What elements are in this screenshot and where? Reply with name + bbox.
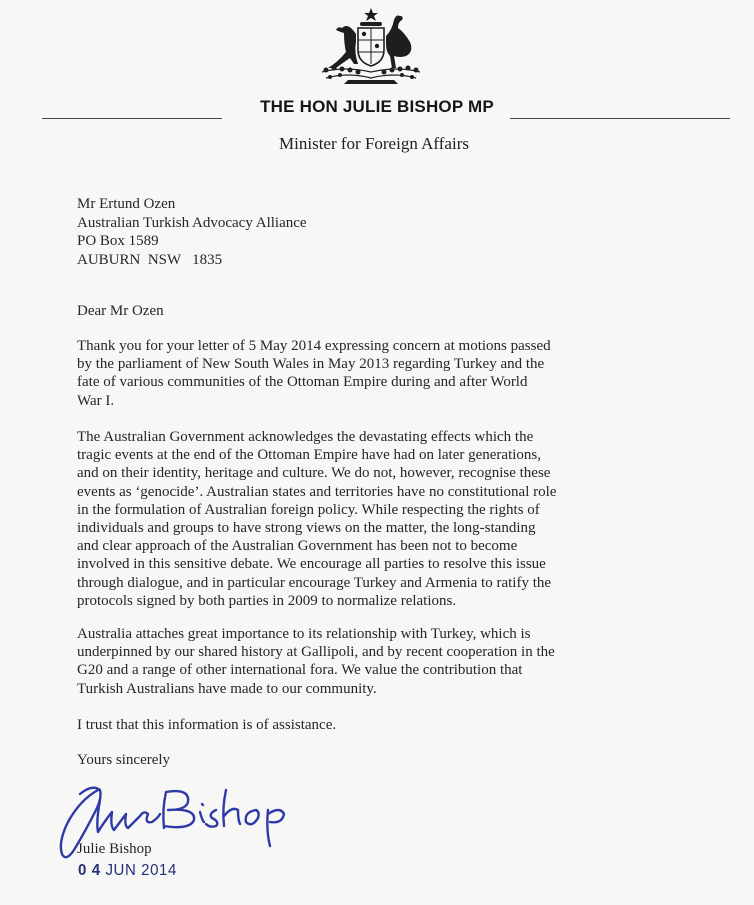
paragraph-3 (77, 625, 717, 698)
text-line: underpinned by our shared history at Gallipoli, and by recent cooperation in the (77, 644, 555, 661)
date-stamp (78, 862, 177, 880)
recipient-suburb: AUBURN NSW 1835 (77, 251, 223, 268)
paragraph-2 (77, 428, 717, 610)
text-line: tragic events at the end of the Ottoman Empire have had on later generations, (77, 447, 541, 464)
text-line: and clear approach of the Australian Government has been not to become (77, 538, 518, 555)
text-line: Australia attaches great importance to its relationship with Turkey, which is (77, 626, 531, 642)
text-line: fate of various communities of the Ottoman Empire during and after World (77, 374, 528, 391)
text-line: I trust that this information is of assistance. (77, 717, 337, 733)
minister-title: Minister for Foreign Affairs (279, 134, 469, 153)
text-line: in the formulation of Australian foreign policy. While respecting the rights of (77, 501, 540, 518)
text-line: Turkish Australians have made to our community. (77, 680, 377, 697)
text-line: G20 and a range of other international fora. We value the contribution that (77, 662, 523, 679)
recipient-name: Mr Ertund Ozen (77, 196, 176, 212)
recipient-organisation: Australian Turkish Advocacy Alliance (77, 214, 307, 231)
letterhead-rule-right (510, 118, 730, 119)
closing: Yours sincerely (77, 752, 171, 768)
signatory-name: Julie Bishop (77, 841, 152, 857)
paragraph-1 (77, 337, 717, 410)
date-stamp-day: 0 4 (78, 861, 101, 880)
recipient-po-box: PO Box 1589 (77, 233, 159, 249)
coat-of-arms-emblem (314, 6, 428, 88)
salutation: Dear Mr Ozen (77, 303, 164, 319)
text-line: Thank you for your letter of 5 May 2014 expressing concern at motions passed (77, 338, 551, 354)
minister-name: THE HON JULIE BISHOP MP (260, 97, 494, 116)
text-line: by the parliament of New South Wales in May 2013 regarding Turkey and the (77, 356, 545, 373)
letterhead-rule-left (42, 118, 222, 119)
text-line: protocols signed by both parties in 2009 to normalize relations. (77, 592, 457, 609)
recipient-address (77, 195, 307, 269)
text-line: The Australian Government acknowledges the devastating effects which the (77, 429, 534, 445)
date-stamp-month-year: JUN 2014 (105, 861, 177, 880)
text-line: involved in this sensitive debate. We encourage all parties to resolve this issue (77, 556, 546, 573)
paragraph-4 (77, 716, 717, 734)
text-line: and on their identity, heritage and culture. We do not, however, recognise these (77, 465, 551, 482)
text-line: events as ‘genocide’. Australian states and territories have no constitutional role (77, 483, 557, 500)
text-line: through dialogue, and in particular encourage Turkey and Armenia to ratify the (77, 574, 552, 591)
text-line: individuals and groups to have strong views on the matter, the long-standing (77, 520, 536, 537)
text-line: War I. (77, 392, 115, 409)
